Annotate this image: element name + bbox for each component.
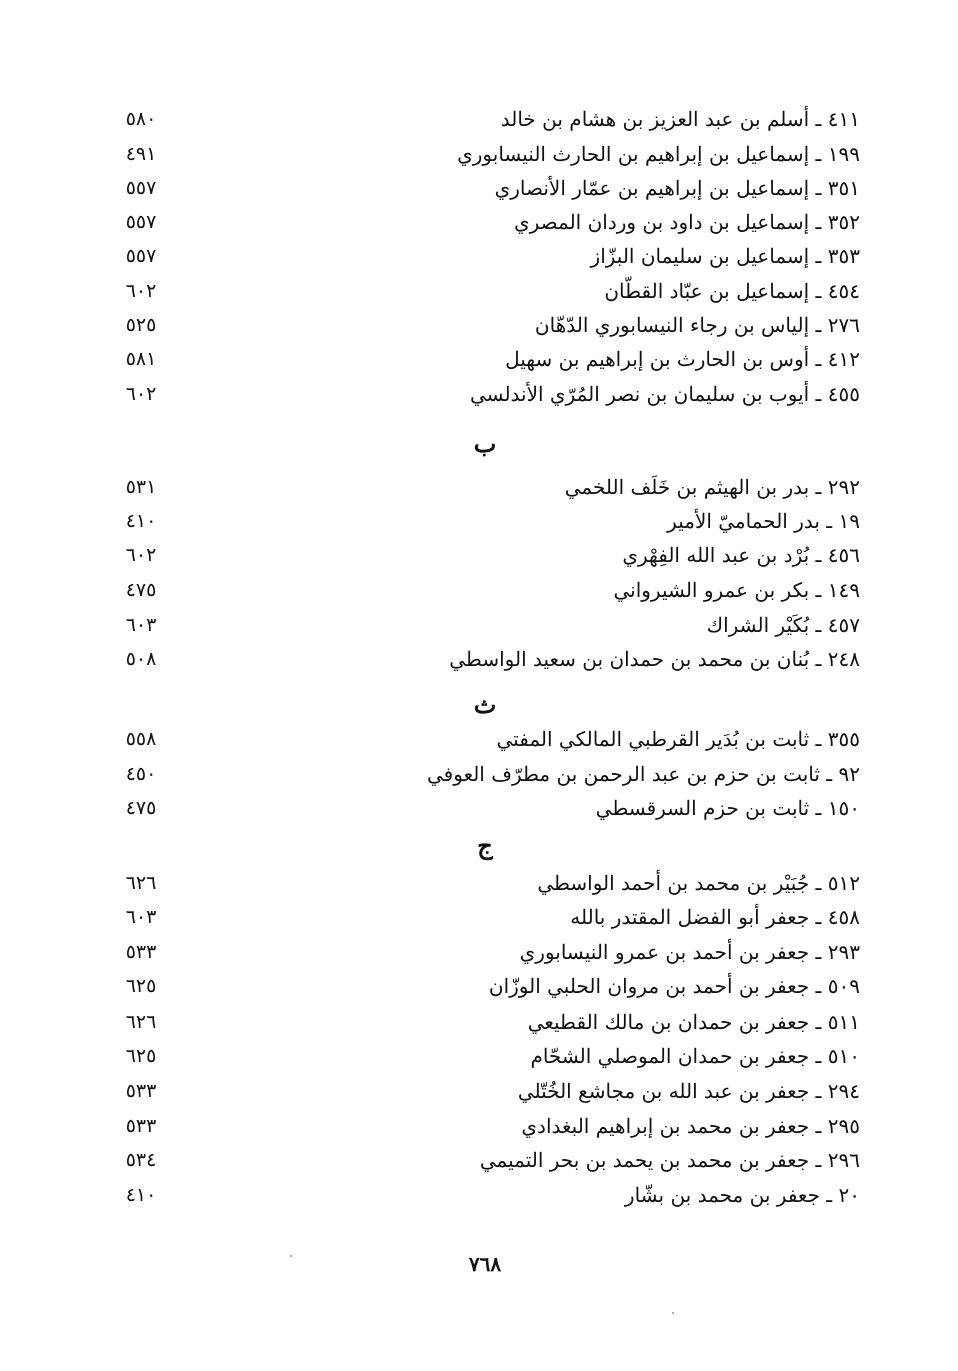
entry-page-ref: ٤٥٠: [125, 763, 157, 785]
entry-title: ٢٠ ـ جعفر بن محمد بن بشّار: [624, 1183, 860, 1207]
index-entry: [0, 308, 958, 342]
entry-page-ref: ٦٢٥: [125, 1045, 157, 1067]
entry-page-ref: ٤١٠: [125, 510, 157, 532]
entry-page-ref: ٥٨١: [125, 348, 157, 370]
entry-title: ٢٩٢ ـ بدر بن الهيثم بن خَلَف اللخمي: [564, 475, 860, 499]
index-entry: [0, 608, 958, 642]
index-entry: [0, 239, 958, 273]
entry-page-ref: ٤٩١: [125, 143, 157, 165]
entry-title: ٢٤٨ ـ بُنان بن محمد بن حمدان بن سعيد الواسطي: [449, 647, 860, 671]
entry-title: ٢٩٤ ـ جعفر بن عبد الله بن مجاشع الخُتّلي: [517, 1079, 860, 1103]
index-entry: [0, 900, 958, 934]
index-entry: [0, 274, 958, 308]
page-number: ٧٦٨: [468, 1252, 502, 1276]
scan-speck: [672, 1312, 674, 1314]
entry-title: ٢٩٥ ـ جعفر بن محمد بن إبراهيم البغدادي: [521, 1114, 860, 1138]
entry-title: ١٤٩ ـ بكر بن عمرو الشيرواني: [613, 578, 860, 602]
entry-title: ٩٢ ـ ثابت بن حزم بن عبد الرحمن بن مطرّف العوفي: [427, 762, 860, 786]
index-entry: [0, 102, 958, 136]
entry-title: ٤١١ ـ أسلم بن عبد العزيز بن هشام بن خالد: [500, 107, 860, 131]
index-entry: [0, 1005, 958, 1039]
entry-page-ref: ٥٥٨: [125, 728, 157, 750]
entry-page-ref: ٦٠٢: [125, 383, 157, 405]
index-entry: [0, 573, 958, 607]
entry-title: ٣٥٣ ـ إسماعيل بن سليمان البزّاز: [590, 244, 860, 268]
entry-page-ref: ٥٨٠: [125, 108, 157, 130]
entry-title: ٤٥٥ ـ أيوب بن سليمان بن نصر المُرّي الأندلسي: [469, 382, 860, 406]
index-entry: [0, 1143, 958, 1177]
entry-page-ref: ٦٢٦: [125, 1011, 157, 1033]
entry-title: ٤٥٦ ـ بُرْد بن عبد الله الفِهْري: [622, 543, 860, 567]
entry-title: ١٩ ـ بدر الحماميّ الأمير: [667, 509, 860, 533]
index-entry: [0, 1178, 958, 1212]
index-entry: [0, 642, 958, 676]
index-entry: [0, 1109, 958, 1143]
entry-title: ٣٥٢ ـ إسماعيل بن داود بن وردان المصري: [513, 210, 860, 234]
entry-page-ref: ٤١٠: [125, 1184, 157, 1206]
entry-page-ref: ٦٠٣: [125, 906, 157, 928]
entry-title: ٤٥٧ ـ بُكَيْر الشراك: [706, 613, 860, 637]
entry-title: ١٥٠ ـ ثابت بن حزم السرقسطي: [595, 796, 860, 820]
index-entry: [0, 969, 958, 1003]
index-entry: [0, 935, 958, 969]
entry-page-ref: ٥٠٨: [125, 648, 157, 670]
index-entry: [0, 470, 958, 504]
index-entry: [0, 722, 958, 756]
index-entry: [0, 538, 958, 572]
entry-title: ٥٠٩ ـ جعفر بن أحمد بن مروان الحلبي الوزّان: [488, 974, 860, 998]
section-letter-heading: ب: [473, 429, 497, 458]
index-entry: [0, 757, 958, 791]
entry-page-ref: ٥٥٧: [125, 211, 157, 233]
entry-title: ١٩٩ ـ إسماعيل بن إبراهيم بن الحارث النيسابوري: [457, 142, 860, 166]
entry-title: ٣٥١ ـ إسماعيل بن إبراهيم بن عمّار الأنصاري: [494, 176, 860, 200]
entry-page-ref: ٥٣٤: [125, 1149, 157, 1171]
entry-page-ref: ٥٥٧: [125, 177, 157, 199]
section-letter-heading: ج: [477, 831, 493, 860]
entry-title: ٢٩٣ ـ جعفر بن أحمد بن عمرو النيسابوري: [519, 940, 860, 964]
entry-page-ref: ٦٠٣: [125, 614, 157, 636]
section-letter-heading: ث: [473, 690, 497, 719]
entry-title: ٥١٢ ـ جُبَيْر بن محمد بن أحمد الواسطي: [537, 871, 860, 895]
entry-page-ref: ٤٧٥: [125, 797, 157, 819]
index-entry: [0, 1074, 958, 1108]
entry-page-ref: ٥٥٧: [125, 245, 157, 267]
entry-page-ref: ٥٣٣: [125, 1115, 157, 1137]
index-entry: [0, 1039, 958, 1073]
entry-page-ref: ٥٢٥: [125, 314, 157, 336]
index-entry: [0, 791, 958, 825]
index-entry: [0, 205, 958, 239]
entry-title: ٢٧٦ ـ إلياس بن رجاء النيسابوري الدّهّان: [534, 313, 860, 337]
entry-page-ref: ٥٣٣: [125, 1080, 157, 1102]
entry-page-ref: ٦٠٢: [125, 544, 157, 566]
entry-title: ٥١٠ ـ جعفر بن حمدان الموصلي الشحّام: [530, 1044, 860, 1068]
entry-page-ref: ٥٣١: [125, 476, 157, 498]
index-entry: [0, 866, 958, 900]
index-entry: [0, 504, 958, 538]
index-entry: [0, 137, 958, 171]
entry-title: ٣٥٥ ـ ثابت بن بُدَير القرطبي المالكي المفتي: [496, 727, 860, 751]
entry-page-ref: ٦٢٦: [125, 872, 157, 894]
entry-title: ٤١٢ ـ أوس بن الحارث بن إبراهيم بن سهيل: [505, 347, 860, 371]
entry-page-ref: ٦٢٥: [125, 975, 157, 997]
scan-speck: [290, 1255, 292, 1257]
entry-title: ٢٩٦ ـ جعفر بن محمد بن يحمد بن بحر التميمي: [479, 1148, 860, 1172]
entry-page-ref: ٦٠٢: [125, 280, 157, 302]
entry-page-ref: ٥٣٣: [125, 941, 157, 963]
entry-title: ٤٥٤ ـ إسماعيل بن عبّاد القطّان: [604, 279, 860, 303]
entry-page-ref: ٤٧٥: [125, 579, 157, 601]
index-entry: [0, 377, 958, 411]
index-entry: [0, 342, 958, 376]
entry-title: ٤٥٨ ـ جعفر أبو الفضل المقتدر بالله: [570, 905, 860, 929]
index-entry: [0, 171, 958, 205]
entry-title: ٥١١ ـ جعفر بن حمدان بن مالك القطيعي: [527, 1010, 860, 1034]
